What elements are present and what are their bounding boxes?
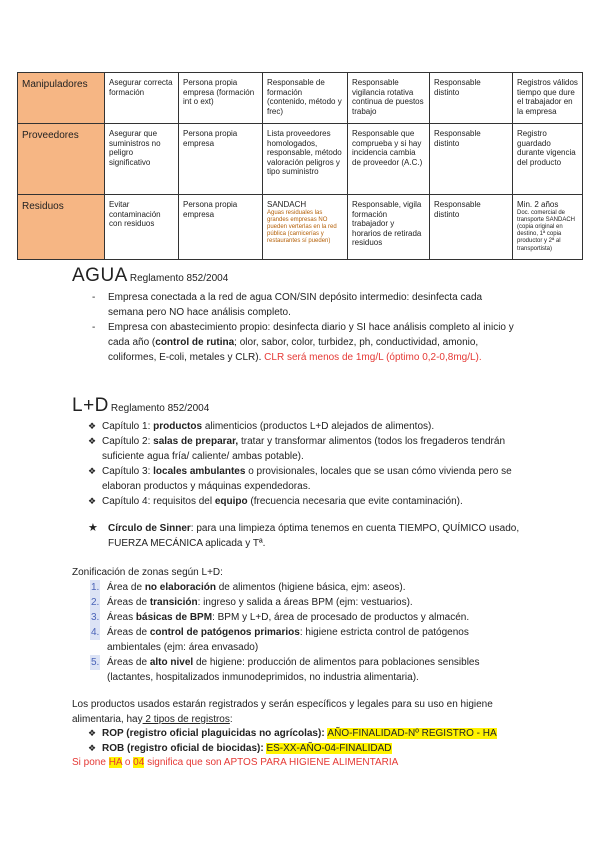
table-cell: Responsable, vigila formación trabajador y horarios de retirada residuos [348,195,430,260]
summary-table [17,72,583,260]
table-cell: Responsable de formación (contenido, método y frec) [263,73,348,124]
table-cell [513,195,583,260]
table-cell: Responsable vigilancia rotativa continua de puestos trabajo [348,73,430,124]
list-item: ❖ Capítulo 1: productos alimenticios (productos L+D alejados de alimentos). [88,421,435,432]
list-item: - Empresa con abastecimiento propio: desinfecta diario y SI hace análisis completo al inicio y cada año (control de rutina; olor, sabor, color, turbidez, ph, conductividad, amonio, coliformes, E-coli, metales y CLR). CLR será menos de 1mg/L (óptimo 0,2-0,8mg/L). [80,320,520,365]
rob-code: ES-XX-AÑO-04-FINALIDAD [266,743,392,754]
list-item: 3. Áreas básicas de BPM: BPM y L+D, área de procesado de productos y almacén. [91,612,470,623]
table-cell: Asegurar que suministros no peligro significativo [105,124,179,195]
list-item: ❖ Capítulo 3: locales ambulantes o provisionales, locales que se usan cómo vivienda pero se elaboran productos y máquinas expendedoras. [88,466,512,492]
agua-list [80,290,520,365]
ld-chapter-list [88,419,520,509]
list-item: 4. Áreas de control de patógenos primarios: higiene estricta control de patógenos ambientales (ejm: área envasado) [91,627,469,653]
agua-heading [72,265,228,287]
table-cell: Responsable distinto [430,195,513,260]
list-item: ❖ Capítulo 2: salas de preparar, tratar y transformar alimentos (todos los fregaderos tendrán suficiente agua fría/ caliente/ ambas potable). [88,436,506,462]
table-cell: Persona propia empresa [179,124,263,195]
table-cell: Persona propia empresa [179,195,263,260]
diamond-bullet-icon: ❖ [88,421,97,431]
registros-intro: Los productos usados estarán registrados y serán específicos y legales para su uso en higiene alimentaria, hay 2 tipos de registros: [72,699,493,725]
agua-regulation: Reglamento 852/2004 [129,273,229,284]
sandach-label: SANDACH [267,200,307,209]
table-cell: Asegurar correcta formación [105,73,179,124]
table-cell: Registros válidos tiempo que dure el trabajador en la empresa [513,73,583,124]
rop-code: AÑO-FINALIDAD-Nº REGISTRO - HA [327,728,497,739]
table-cell: Responsable distinto [430,124,513,195]
ld-heading [72,395,209,417]
table-cell: Responsable distinto [430,73,513,124]
sandach-note: Aguas residuales las grandes empresas NO pueden verterlas en la red pública (carnicerías y restaurantes sí pueden) [267,209,337,245]
row-header: Proveedores [18,124,105,195]
list-item: 1. Área de no elaboración de alimentos (higiene básica, ejm: aseos). [91,582,406,593]
table-row [18,195,583,260]
table-row [18,73,583,124]
ld-title: L+D [72,395,109,416]
list-item: 2. Áreas de transición: ingreso y salida a áreas BPM (ejm: vestuarios). [91,597,413,608]
star-bullet-icon: ★ [88,522,98,534]
diamond-bullet-icon: ❖ [88,436,97,446]
diamond-bullet-icon: ❖ [88,466,97,476]
retention-note: Doc. comercial de transporte SANDACH (copia original en destino, 1ª copia productor y 2ª al transportista) [517,209,576,252]
diamond-bullet-icon: ❖ [88,496,97,506]
list-item: ❖ ROB (registro oficial de biocidas): ES-XX-AÑO-04-FINALIDAD [88,743,392,754]
table-cell: Registro guardado durante vigencia del producto [513,124,583,195]
diamond-bullet-icon: ❖ [88,728,97,738]
table-cell: Evitar contaminación con residuos [105,195,179,260]
diamond-bullet-icon: ❖ [88,743,97,753]
table-cell: Responsable que comprueba y si hay incidencia cambia de proveedor (A.C.) [348,124,430,195]
list-item: ❖ ROP (registro oficial plaguicidas no agrícolas): AÑO-FINALIDAD-Nº REGISTRO - HA [88,728,497,739]
agua-title: AGUA [72,265,128,286]
zonas-list [90,580,520,685]
table-row [18,124,583,195]
registros-list [88,726,528,756]
ld-regulation: Reglamento 852/2004 [110,403,210,414]
apto-note: Si pone HA o 04 significa que son APTOS PARA HIGIENE ALIMENTARIA [72,757,399,768]
zonas-intro: Zonificación de zonas según L+D: [72,567,223,578]
table-cell [263,195,348,260]
table-cell: Lista proveedores homologados, responsable, método valoración peligros y tipo suministro [263,124,348,195]
list-item: 5. Áreas de alto nivel de higiene: producción de alimentos para poblaciones sensibles (lactantes, hospitalizados inmunodeprimidos, no industria alimentaria). [91,657,480,683]
list-item: ❖ Capítulo 4: requisitos del equipo (frecuencia necesaria que evite contaminación). [88,496,463,507]
sinner-note: ★ Círculo de Sinner: para una limpieza óptima tenemos en cuenta TIEMPO, QUÍMICO usado, FUERZA MECÁNICA aplicada y Tª. [88,522,520,549]
retention-label: Min. 2 años [517,200,559,209]
table-cell: Persona propia empresa (formación int o ext) [179,73,263,124]
list-item: - Empresa conectada a la red de agua CON/SIN depósito intermedio: desinfecta cada semana pero NO hace análisis completo. [80,290,520,320]
row-header: Residuos [18,195,105,260]
row-header: Manipuladores [18,73,105,124]
